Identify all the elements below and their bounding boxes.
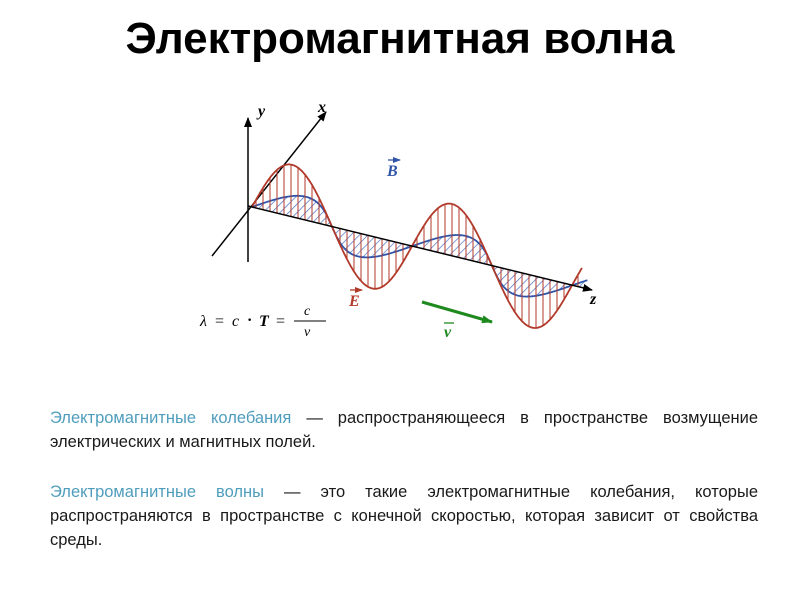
formula-lambda: λ — [200, 313, 207, 330]
z-axis-label: z — [590, 291, 597, 308]
y-axis-label: y — [258, 103, 266, 120]
e-label: E — [349, 293, 360, 310]
page-title: Электромагнитная волна — [125, 14, 675, 63]
v-vector-label — [444, 323, 454, 341]
e-vector-label — [348, 290, 362, 310]
magnetic-field-fill — [252, 196, 587, 297]
paragraph-waves — [50, 480, 758, 552]
x-axis-label: x — [318, 99, 326, 116]
v-label: v — [444, 324, 452, 341]
formula-numerator: c — [304, 304, 311, 319]
formula-eq2: = — [276, 313, 286, 330]
z-axis — [248, 206, 592, 290]
formula-c: c — [232, 313, 240, 330]
definition-oscillations: — распространяющееся в пространстве возмущение электрических и магнитных полей. — [50, 409, 759, 451]
formula-eq1: = — [215, 313, 225, 330]
formula-T: T — [259, 313, 269, 330]
term-waves: Электромагнитные волны — [50, 483, 265, 501]
velocity-arrow — [422, 302, 492, 322]
formula-denominator: ν — [304, 325, 311, 340]
b-vector-label — [386, 160, 400, 180]
magnetic-field-wave — [252, 196, 587, 297]
b-label: B — [387, 163, 398, 180]
formula-dot: · — [247, 312, 253, 329]
electric-field-wave — [252, 164, 582, 328]
definition-waves: — это такие электромагнитные колебания, которые распространяются в пространстве с конечной скоростью, которая зависит от свойства среды. — [50, 483, 758, 549]
wavelength-formula — [199, 304, 326, 340]
term-oscillations: Электромагнитные колебания — [50, 409, 292, 427]
paragraph-oscillations — [50, 406, 758, 454]
x-axis — [212, 112, 326, 256]
